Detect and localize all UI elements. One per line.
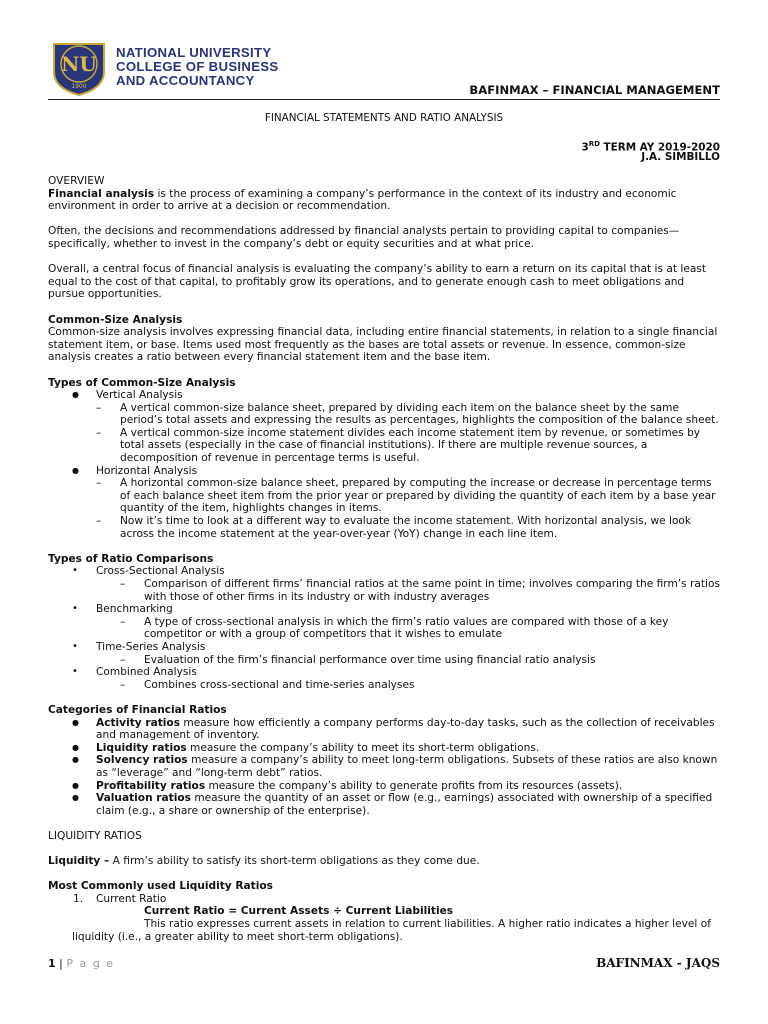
benchmarking-item: • Benchmarking xyxy=(48,603,720,616)
university-seal-logo xyxy=(50,38,108,96)
benchmarking-desc: – A type of cross-sectional analysis in which the firm’s ratio values are compared with those of a key competitor or with a group of competitors that it wishes to emulate xyxy=(48,616,720,641)
categories-heading: Categories of Financial Ratios xyxy=(48,703,227,716)
logo-year: 1900 xyxy=(71,83,87,90)
vertical-sub2: – A vertical common-size income statement divides each income statement item by revenue, or sometimes by total assets (especially in the case of financial institutions). If there are multiple revenue sources, a decomposition of revenue in percentage terms is useful. xyxy=(48,427,720,465)
current-ratio-item: 1. Current Ratio xyxy=(48,893,720,906)
solvency-ratios-item: ● Solvency ratios measure a company’s ability to meet long-term obligations. Subsets of these ratios are also known as “leverage” and “long-term debt” ratios. xyxy=(48,754,720,779)
header-divider xyxy=(48,99,720,100)
course-title: BAFINMAX – FINANCIAL MANAGEMENT xyxy=(469,83,720,97)
footer-code: BAFINMAX - JAQS xyxy=(596,956,720,970)
profitability-ratios-item: ● Profitability ratios measure the company’s ability to generate profits from its resources (assets). xyxy=(48,780,720,793)
liquidity-definition: Liquidity – A firm’s ability to satisfy its short-term obligations as they come due. xyxy=(48,855,480,868)
activity-ratios-item: ● Activity ratios measure how efficiently a company performs day-to-day tasks, such as the collection of receivables and management of inventory. xyxy=(48,717,720,742)
overview-p1: Financial analysis is the process of examining a company’s performance in the context of its industry and economic environment in order to arrive at a decision or recommendation. xyxy=(48,187,677,213)
combined-item: • Combined Analysis xyxy=(48,666,720,679)
university-name-line2: COLLEGE OF BUSINESS xyxy=(116,59,279,74)
author: J.A. SIMBILLO xyxy=(641,151,720,163)
overview-p2: Often, the decisions and recommendations addressed by financial analysts pertain to providing capital to companies—specifically, whether to invest in the company’s debt or equity securities and at what price. xyxy=(48,225,680,250)
valuation-ratios-item: ● Valuation ratios measure the quantity of an asset or flow (e.g., earnings) associated with ownership of a specified claim (e.g., a share or ownership of the enterprise). xyxy=(48,792,720,817)
page-number: 1 | P a g e xyxy=(48,957,115,970)
document-body xyxy=(48,175,720,943)
university-name-line1: NATIONAL UNIVERSITY xyxy=(116,45,272,60)
common-liquidity-heading: Most Commonly used Liquidity Ratios xyxy=(48,880,273,893)
liquidity-ratios-item: ● Liquidity ratios measure the company’s ability to meet its short-term obligations. xyxy=(48,742,720,755)
types-ratio-heading: Types of Ratio Comparisons xyxy=(48,552,214,565)
time-series-desc: – Evaluation of the firm’s financial performance over time using financial ratio analysis xyxy=(48,654,720,667)
term-line: 3RD TERM AY 2019-2020 xyxy=(581,140,720,154)
liquidity-ratios-heading: LIQUIDITY RATIOS xyxy=(48,829,142,842)
vertical-analysis-item: ● Vertical Analysis xyxy=(48,389,720,402)
cross-sectional-desc: – Comparison of different firms’ financial ratios at the same point in time; involves comparing the firm’s ratios with those of other firms in its industry or with industry averages xyxy=(48,578,720,603)
logo-letters: NU xyxy=(61,52,97,76)
overview-p3: Overall, a central focus of financial analysis is evaluating the company’s ability to earn a return on its capital that is at least equal to the cost of that capital, to profitably grow its operations, and to generate enough cash to meet obligations and pursue opportunities. xyxy=(48,263,707,301)
types-cs-heading: Types of Common-Size Analysis xyxy=(48,376,236,389)
document-title: FINANCIAL STATEMENTS AND RATIO ANALYSIS xyxy=(264,112,504,124)
time-series-item: • Time-Series Analysis xyxy=(48,641,720,654)
common-size-paragraph: Common-size analysis involves expressing financial data, including entire financial statements, in relation to a single financial statement item, or base. Items used most frequently as the bases are total assets or revenue. In essence, common-size analysis creates a ratio between every financial statement item and the base item. xyxy=(48,326,718,364)
horizontal-sub2: – Now it’s time to look at a different way to evaluate the income statement. With horizontal analysis, we look across the income statement at the year-over-year (YoY) change in each line item. xyxy=(48,515,720,540)
overview-heading: OVERVIEW xyxy=(48,175,105,187)
combined-desc: – Combines cross-sectional and time-series analyses xyxy=(48,679,720,692)
university-name-line3: AND ACCOUNTANCY xyxy=(116,73,255,88)
vertical-sub1: – A vertical common-size balance sheet, prepared by dividing each item on the balance sheet by the same period’s total assets and expressing the results as percentages, highlights the composition of the balance sheet. xyxy=(48,402,720,427)
horizontal-analysis-item: ● Horizontal Analysis xyxy=(48,465,720,478)
cross-sectional-item: • Cross-Sectional Analysis xyxy=(48,565,720,578)
current-ratio-formula: Current Ratio = Current Assets ÷ Current Liabilities xyxy=(144,905,454,918)
horizontal-sub1: – A horizontal common-size balance sheet, prepared by computing the increase or decrease in percentage terms of each balance sheet item from the prior year or prepared by dividing the quantity of each item by a base year quantity of the item, highlights changes in items. xyxy=(48,477,720,515)
current-ratio-explanation: This ratio expresses current assets in relation to current liabilities. A higher ratio indicates a higher level of liquidity (i.e., a greater ability to meet short-term obligations). xyxy=(72,918,711,943)
common-size-heading: Common-Size Analysis xyxy=(48,313,183,326)
